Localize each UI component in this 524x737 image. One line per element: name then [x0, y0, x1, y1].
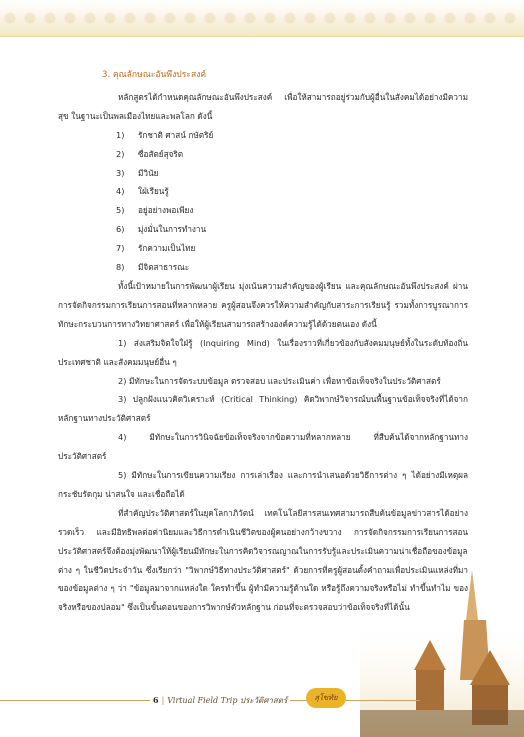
list-number: 8) [116, 262, 125, 273]
list-number: 2) [116, 148, 125, 159]
page-content [58, 66, 468, 617]
footer-title: Virtual Field Trip ประวัติศาสตร์ [167, 696, 288, 705]
skill-item [58, 372, 468, 391]
skill-item [58, 428, 468, 466]
page-number: 6 [153, 695, 159, 705]
list-item [116, 258, 468, 277]
list-number: 3) [116, 167, 125, 178]
list-label: ใฝ่เรียนรู้ [138, 186, 169, 197]
list-item [116, 126, 468, 145]
footer-badge: สุโขทัย [306, 688, 346, 708]
importance-paragraph: ที่สำคัญประวัติศาสตร์ในยุคโลกาภิวัตน์ เทคโนโลยีสารสนเทศสามารถสืบค้นข้อมูลข่าวสารได้อย่างรวดเร็ว และมีอิทธิพลต่อค่านิยมและวิธีการดำเนินชีวิตของผู้คนอย่างกว้างขวาง การจัดกิจกรรมการเรียนการสอนประวัติศาสตร์จึงต้องมุ่งพัฒนาให้ผู้เรียนมีทักษะในการคิดวิจารณญาณในการรับรู้และประเมินความน่าเชื่อถือของข้อมูลต่าง ๆ ในชีวิตประจำวัน ซึ่งเรียกว่า "วิพากษ์วิธีทางประวัติศาสตร์" ด้วยการที่ครูผู้สอนตั้งคำถามเพื่อประเมินแหล่งที่มาของข้อมูลต่าง ๆ ว่า "ข้อมูลมาจากแหล่งใด ใครทำขึ้น ผู้ทำมีความรู้ด้านใด หรือรู้ถึงความจริงหรือไม่ ทำขึ้นทำไม ของจริงหรือของปลอม" ซึ่งเป็นขั้นตอนของการวิพากษ์ตัวหลักฐาน ก่อนที่จะตรวจสอบว่าข้อเท็จจริงที่ได้นั้น [58, 507, 468, 613]
list-item [116, 182, 468, 201]
skill-text: ปลูกฝังแนวคิดวิเคราะห์ (Critical Thinking) คิดวิพากษ์วิจารณ์บนพื้นฐานข้อเท็จจริงที่ได้จากหลักฐานทางประวัติศาสตร์ [58, 394, 468, 424]
list-item [116, 145, 468, 164]
goal-paragraph: ทั้งนี้เป้าหมายในการพัฒนาผู้เรียน มุ่งเน้นความสำคัญของผู้เรียน และคุณลักษณะอันพึงประสงค์ ผ่านการจัดกิจกรรมการเรียนการสอนที่หลากหลาย ครูผู้สอนจึงควรให้ความสำคัญกับสาระการเรียนรู้ รวมทั้งการบูรณาการทักษะกระบวนการทางวิทยาศาสตร์ เพื่อให้ผู้เรียนสามารถสร้างองค์ความรู้ได้ด้วยตนเอง ดังนี้ [58, 280, 468, 329]
list-label: มีวินัย [138, 167, 159, 178]
list-number: 4) [116, 186, 125, 197]
temple-illustration [360, 560, 524, 737]
intro-paragraph: หลักสูตรได้กำหนดคุณลักษณะอันพึงประสงค์ เพื่อให้สามารถอยู่ร่วมกับผู้อื่นในสังคมได้อย่างมีความสุข ในฐานะเป็นพลเมืองไทยและพลโลก ดังนี้ [58, 91, 468, 121]
header-band [0, 0, 524, 37]
skill-item [58, 466, 468, 504]
list-label: มีจิตสาธารณะ [138, 262, 190, 273]
skill-number: 5) [118, 470, 127, 481]
list-number: 6) [116, 224, 125, 235]
list-item [116, 220, 468, 239]
list-number: 5) [116, 205, 125, 216]
skill-item [58, 334, 468, 372]
list-label: ซื่อสัตย์สุจริต [138, 148, 184, 159]
list-label: รักชาติ ศาสน์ กษัตริย์ [138, 129, 214, 140]
list-item [116, 239, 468, 258]
list-item [116, 201, 468, 220]
skill-text: ส่งเสริมจิตใจใฝ่รู้ (Inquiring Mind) ในเรื่องราวที่เกี่ยวข้องกับสังคมมนุษย์ทั้งในระดับท้องถิ่น ประเทศชาติ และสังคมมนุษย์อื่น ๆ [58, 337, 469, 367]
skill-text: มีทักษะในการเขียนความเรียง การเล่าเรื่อง และการนำเสนอด้วยวิธีการต่าง ๆ ได้อย่างมีเหตุผล กระชับรัดกุม น่าสนใจ และเชื่อถือได้ [58, 470, 468, 499]
list-label: อยู่อย่างพอเพียง [138, 205, 194, 216]
skill-number: 2) [118, 375, 127, 386]
list-label: รักความเป็นไทย [138, 243, 196, 254]
list-number: 1) [116, 129, 125, 140]
skill-text: มีทักษะในการจัดระบบข้อมูล ตรวจสอบ และประเมินค่า เพื่อหาข้อเท็จจริงในประวัติศาสตร์ [129, 375, 441, 386]
skill-number: 3) [118, 394, 127, 405]
header-pattern [0, 8, 524, 28]
list-label: มุ่งมั่นในการทำงาน [138, 224, 207, 235]
section-title: 3. คุณลักษณะอันพึงประสงค์ [102, 70, 207, 80]
skill-item [58, 390, 468, 428]
skills-list [58, 334, 468, 504]
footer-separator: | [161, 696, 165, 705]
skill-text: มีทักษะในการวินิจฉัยข้อเท็จจริงจากข้อความที่หลากหลาย ที่สืบค้นได้จากหลักฐานทางประวัติศาสตร์ [58, 432, 469, 462]
skill-number: 4) [118, 432, 127, 443]
skill-number: 1) [118, 337, 127, 348]
footer [150, 694, 290, 707]
list-item [116, 164, 468, 183]
list-number: 7) [116, 243, 125, 254]
traits-list [58, 126, 468, 277]
